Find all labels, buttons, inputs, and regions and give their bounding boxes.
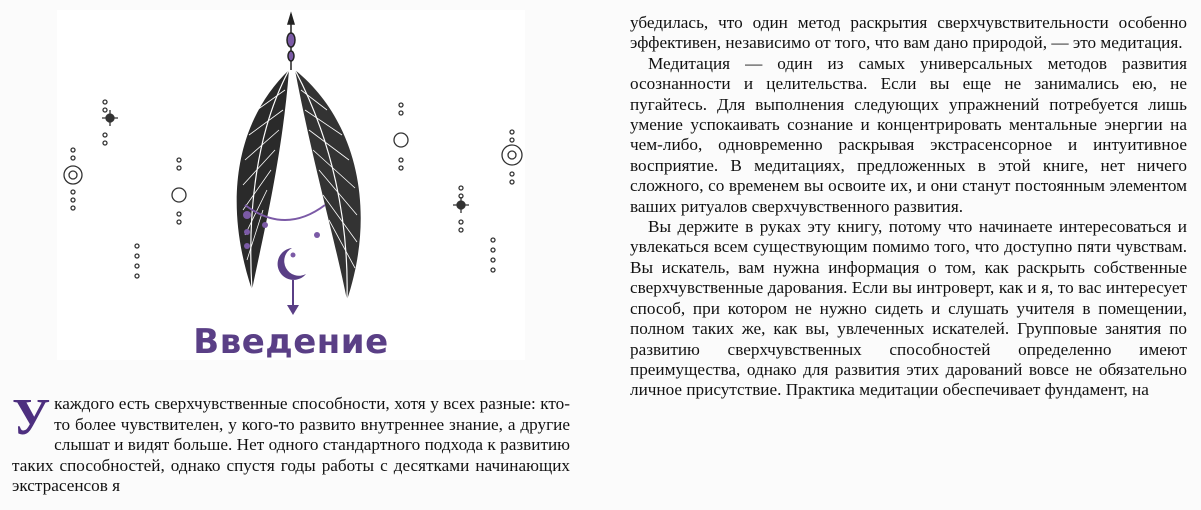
sun-icon [64, 100, 186, 278]
right-page [600, 0, 1201, 510]
left-paragraph: каждого есть сверхчувственные способности, хотя у всех разные: кто-то более чувствителен, у кого-то развито внутреннее знание, а другие слышат и видят больше. Нет одного стандартного подхода к развитию таких способностей, однако спустя годы работы с десятками начинающих экстрасенсов я [12, 394, 570, 495]
right-paragraph-1: убедилась, что один метод раскрытия сверхчувствительности особенно эффективен, независимо от того, что вам дано природой, — это медитация. [630, 13, 1187, 53]
left-page [0, 0, 600, 510]
chapter-title: Введение [193, 322, 389, 362]
chapter-illustration [57, 10, 525, 360]
top-ornament-icon [287, 14, 295, 70]
feather-icon [295, 70, 361, 300]
left-page-text [12, 389, 570, 497]
star-icon [394, 103, 522, 272]
drop-cap: У [12, 389, 51, 446]
right-paragraph-2: Медитация — один из самых универсальных методов развития осознанности и целительства. Если вы еще не занимались ею, не пугайтесь. Для выполнения следующих упражнений потребуется лишь умение успокаивать сознание и концентрировать ментальные энергии на чем-либо, одновременно раскрывая экстрасенсорное и интуитивное восприятие. В медитациях, предложенных в этой книге, нет ничего сложного, со временем вы освоите их, и они станут постоянным элементом ваших ритуалов сверхчувственного развития. [630, 53, 1187, 216]
right-page-text [630, 13, 1187, 401]
feather-illustration [57, 10, 525, 360]
right-paragraph-3: Вы держите в руках эту книгу, потому что начинаете интересоваться и увлекаться всем существующим помимо того, что доступно пяти чувствам. Вы искатель, вам нужна информация о том, как раскрыть собственные сверхчувственные дарования. Если вы интроверт, как и я, то вас интересует способ, при котором не нужно сидеть и слушать учителя в помещении, полном таких же, как вы, увлеченных искателей. Групповые занятия по развитию сверхчувственных способностей определенно имеют преимущества, однако для развития этих дарований вовсе не обязательно личное присутствие. Практика медитации обеспечивает фундамент, на [630, 217, 1187, 400]
